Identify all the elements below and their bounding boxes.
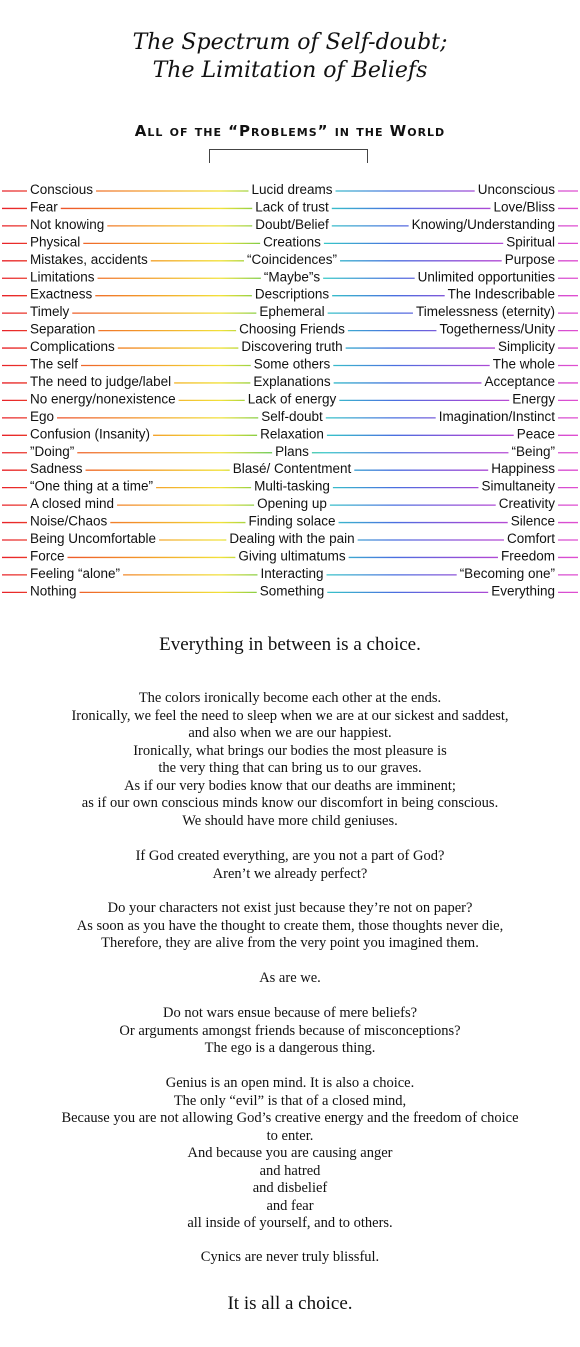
spectrum-middle-term: Some others [253,356,331,372]
essay-line: Ironically, we feel the need to sleep when we are at our sickest and saddest, [71,707,509,724]
spectrum-middle-term: Opening up [257,496,327,512]
essay-line: Aren’t we already perfect? [212,865,368,882]
spectrum-right-term: Purpose [504,251,555,267]
essay-line: as if our own conscious minds know our discomfort in being conscious. [81,795,499,811]
essay-line: Or arguments amongst friends because of misconceptions? [119,1022,461,1039]
spectrum-middle-term: Blasé/ Contentment [232,461,352,477]
spectrum-left-term: Fear [30,199,58,215]
spectrum-right-term: Freedom [500,548,555,564]
essay-line: Ironically, what brings our bodies the most pleasure is [133,742,447,759]
spectrum-middle-term: Finding solace [248,513,336,529]
spectrum-middle-term: “Maybe”s [263,269,321,285]
essay-line: Cynics are never truly blissful. [200,1249,380,1265]
title-line-1: The Spectrum of Self-doubt; [132,30,448,55]
spectrum-right-term: Simplicity [497,339,555,355]
essay-line: If God created everything, are you not a part of God? [135,848,445,864]
spectrum-left-term: Ego [30,408,55,424]
spectrum-right-term: Creativity [498,496,555,512]
spectrum-left-term: “One thing at a time” [30,478,154,494]
essay-line: all inside of yourself, and to others. [187,1215,393,1231]
spectrum-left-term: Mistakes, accidents [30,251,148,267]
spectrum-middle-term: Relaxation [260,426,324,442]
spectrum-right-term: Imagination/Instinct [438,408,555,424]
spectrum-right-term: “Becoming one” [459,565,555,581]
spectrum-right-term: Unconscious [477,182,555,197]
spectrum-right-term: Timelessness (eternity) [415,304,555,320]
spectrum-right-term: Peace [516,426,555,442]
essay-line: Therefore, they are alive from the very point you imagined them. [101,935,479,951]
essay-line: And because you are causing anger [187,1145,393,1161]
spectrum-left-term: ”Doing” [30,443,75,459]
spectrum-left-term: No energy/nonexistence [30,391,176,407]
essay-line: and fear [266,1197,314,1214]
spectrum-left-term: Complications [30,339,115,355]
spectrum-left-term: Confusion (Insanity) [30,426,151,442]
spectrum-right-term: Love/Bliss [493,199,555,215]
spectrum-left-term: Sadness [30,461,83,477]
spectrum-left-term: Feeling “alone” [30,565,121,581]
spectrum-middle-term: Multi-tasking [254,478,330,494]
spectrum-left-term: The self [30,356,79,372]
subtitle: All of the “Problems” in the World [134,122,446,140]
spectrum-middle-term: Choosing Friends [239,321,345,337]
spectrum-right-term: Spiritual [506,234,555,250]
spectrum-middle-term: Doubt/Belief [255,216,329,232]
essay-line: the very thing that can bring us to our graves. [158,760,422,776]
spectrum-middle-term: Giving ultimatums [238,548,346,564]
spectrum-middle-term: Lucid dreams [251,182,333,197]
spectrum-left-term: Force [30,548,65,564]
spectrum-left-term: The need to judge/label [30,373,172,389]
essay-line: Do your characters not exist just because they’re not on paper? [107,900,473,916]
spectrum-middle-term: Dealing with the pain [229,531,355,546]
spectrum-chart [0,178,580,603]
spectrum-middle-term: Descriptions [254,286,330,302]
essay-line: and disbelief [252,1180,328,1196]
essay-line: As are we. [259,970,321,986]
essay-line: The colors ironically become each other at the ends. [138,690,442,706]
spectrum-left-term: Conscious [30,182,94,197]
essay-line: and also when we are our happiest. [188,725,392,741]
spectrum-left-term: Separation [30,321,96,337]
spectrum-right-term: The whole [492,356,555,372]
essay-line: As if our very bodies know that our deaths are imminent; [124,777,456,794]
spectrum-middle-term: Explanations [253,373,331,389]
spectrum-middle-term: Lack of energy [247,391,337,407]
spectrum-right-term: Silence [510,513,555,529]
essay-line: to enter. [266,1127,314,1144]
spectrum-left-term: Noise/Chaos [30,513,108,529]
spectrum-right-term: Everything [491,583,555,599]
spectrum-middle-term: Interacting [260,565,324,581]
spectrum-left-term: Nothing [30,583,77,599]
essay-line: Because you are not allowing God’s creative energy and the freedom of choice [61,1110,519,1126]
spectrum-middle-term: Discovering truth [241,339,343,355]
spectrum-right-term: Unlimited opportunities [417,269,555,285]
finale: It is all a choice. [227,1293,353,1314]
bracket-divider [209,149,368,163]
essay-line: Do not wars ensue because of mere beliefs? [162,1005,418,1021]
title-line-2: The Limitation of Beliefs [152,58,428,83]
spectrum-right-term: Happiness [491,461,555,477]
spectrum-middle-term: Something [259,583,325,599]
essay-line: As soon as you have the thought to create them, those thoughts never die, [76,917,504,934]
spectrum-left-term: A closed mind [30,496,115,512]
spectrum-left-term: Not knowing [30,216,105,232]
spectrum-middle-term: “Coincidences” [246,251,338,267]
spectrum-right-term: Acceptance [484,373,555,389]
spectrum-right-term: The Indescribable [447,286,555,302]
essay-line: The only “evil” is that of a closed mind, [173,1092,407,1109]
essay-line: The ego is a dangerous thing. [204,1040,376,1056]
spectrum-middle-term: Plans [275,443,309,459]
spectrum-right-term: Comfort [506,531,555,546]
spectrum-left-term: Limitations [30,269,95,285]
spectrum-right-term: Knowing/Understanding [411,216,555,232]
essay-line: Genius is an open mind. It is also a choice. [165,1075,415,1091]
spectrum-middle-term: Creations [263,234,321,250]
essay-line: and hatred [259,1162,321,1179]
spectrum-left-term: Exactness [30,286,93,302]
spectrum-middle-term: Ephemeral [259,304,325,320]
spectrum-middle-term: Self-doubt [261,408,323,424]
spectrum-left-term: Physical [30,234,81,250]
spectrum-right-term: Togetherness/Unity [439,321,555,337]
spectrum-left-term: Being Uncomfortable [30,531,157,546]
essay-line: We should have more child geniuses. [182,812,398,829]
spectrum-right-term: “Being” [511,443,555,459]
spectrum-middle-term: Lack of trust [255,199,329,215]
spectrum-right-term: Simultaneity [481,478,555,494]
spectrum-right-term: Energy [512,391,555,407]
spectrum-left-term: Timely [30,304,70,320]
headline: Everything in between is a choice. [159,634,421,655]
